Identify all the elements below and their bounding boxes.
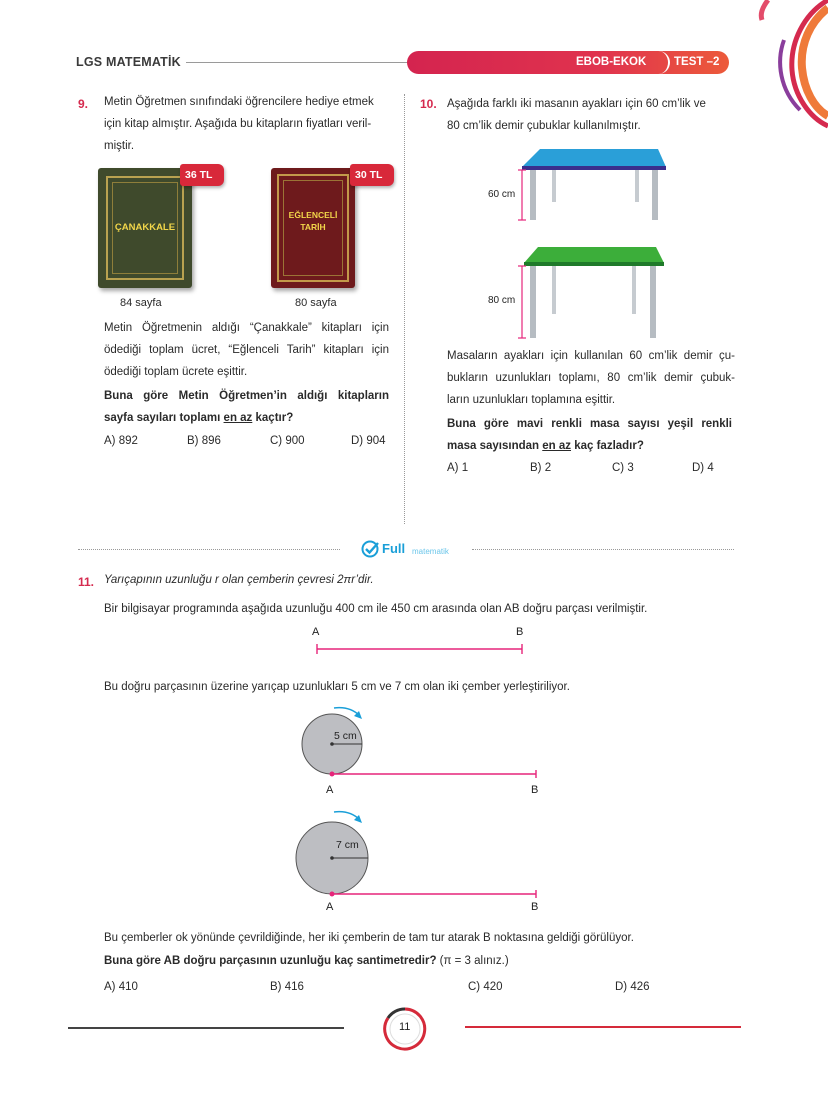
q10-option-a[interactable]: A) 1 xyxy=(447,462,469,474)
q9-option-d[interactable]: D) 904 xyxy=(351,435,386,447)
q11-number: 11. xyxy=(78,575,95,589)
circle2-label-b: B xyxy=(531,901,539,913)
q10-question-pre: masa sayısından xyxy=(447,440,543,452)
footer-line-right xyxy=(465,1026,741,1028)
circle2-label-a: A xyxy=(326,901,334,913)
q10-number: 10. xyxy=(420,97,437,111)
book1-price: 36 TL xyxy=(185,169,213,181)
q11-line3: Bu çemberler ok yönünde çevrildiğinde, her iki çemberin de tam tur atarak B noktasına geldiği görülüyor. xyxy=(104,932,634,944)
q10-question xyxy=(447,413,732,457)
circle1-label-b: B xyxy=(531,784,539,796)
footer-line-left xyxy=(68,1027,344,1029)
book1-title: ÇANAKKALE xyxy=(114,222,176,233)
q9-intro-line: Metin Öğretmen sınıfındaki öğrencilere hediye etmek xyxy=(104,96,374,108)
book2-title-line1: EĞLENCELİ xyxy=(288,210,338,220)
q9-intro xyxy=(104,91,389,157)
q10-option-b[interactable]: B) 2 xyxy=(530,462,552,474)
q11-line2: Bu doğru parçasının üzerine yarıçap uzunlukları 5 cm ve 7 cm olan iki çember yerleştiriliyor. xyxy=(104,681,570,693)
test-label: TEST –2 xyxy=(674,56,720,68)
q9-intro-line: için kitap almıştır. Aşağıda bu kitapların fiyatları veril- xyxy=(104,118,372,130)
q9-body-line: Metin Öğretmenin aldığı “Çanakkale” kitapları için xyxy=(104,322,389,334)
q9-option-b[interactable]: B) 896 xyxy=(187,435,221,447)
book2-pages: 80 sayfa xyxy=(295,297,337,309)
q9-number: 9. xyxy=(78,97,89,111)
q10-body-line: bukların uzunlukları toplamı, 80 cm’lik demir çubuk- xyxy=(447,372,735,384)
q9-question-post: kaçtır? xyxy=(252,412,294,424)
column-divider xyxy=(404,94,405,524)
q11-hint: Yarıçapının uzunluğu r olan çemberin çevresi 2πr’dir. xyxy=(104,574,374,586)
q10-body xyxy=(447,345,735,411)
q10-intro-line: 80 cm’lik demir çubuklar kullanılmıştır. xyxy=(447,120,641,132)
segment-label-a: A xyxy=(312,626,320,638)
section-divider xyxy=(78,549,340,550)
q10-option-d[interactable]: D) 4 xyxy=(692,462,714,474)
radius-label-5: 5 cm xyxy=(334,730,357,742)
q9-option-a[interactable]: A) 892 xyxy=(104,435,138,447)
radius-label-7: 7 cm xyxy=(336,839,359,851)
section-divider xyxy=(472,549,734,550)
q9-question-line: Buna göre Metin Öğretmen’in aldığı kitapların xyxy=(104,390,389,402)
book2-price: 30 TL xyxy=(355,169,383,181)
subject-title: LGS MATEMATİK xyxy=(76,55,181,69)
q11-question-note: (π = 3 alınız.) xyxy=(436,955,509,967)
q11-line1: Bir bilgisayar programında aşağıda uzunluğu 400 cm ile 450 cm arasında olan AB doğru parçası verilmiştir. xyxy=(104,603,648,615)
blue-table-height-label: 60 cm xyxy=(488,189,516,200)
q11-question-text: Buna göre AB doğru parçasının uzunluğu kaç santimetredir? xyxy=(104,955,437,967)
logo-name: Full xyxy=(382,541,406,556)
header-divider xyxy=(186,62,416,63)
book2-title-line2: TARİH xyxy=(300,222,326,232)
q10-question-line xyxy=(447,435,732,457)
circle1-label-a: A xyxy=(326,784,334,796)
q10-intro-line: Aşağıda farklı iki masanın ayakları için 60 cm’lik ve xyxy=(447,98,706,110)
q10-option-c[interactable]: C) 3 xyxy=(612,462,634,474)
book1-pages: 84 sayfa xyxy=(120,297,162,309)
q9-intro-line: miştir. xyxy=(104,140,135,152)
book-eglenceli-tarih xyxy=(271,168,355,288)
q10-question-post: kaç fazladır? xyxy=(571,440,644,452)
q9-body-line: ödediği toplam ücrete eşittir. xyxy=(104,366,248,378)
book-canakkale xyxy=(98,168,192,288)
green-table xyxy=(480,243,680,343)
q9-question-pre: sayfa sayıları toplamı xyxy=(104,412,224,424)
q11-option-a[interactable]: A) 410 xyxy=(104,981,138,993)
q10-question-emphasis: en az xyxy=(542,440,572,452)
q9-body-line: ödediği toplam ücret, “Eğlenceli Tarih” kitapları için xyxy=(104,344,389,356)
q10-question-line: Buna göre mavi renkli masa sayısı yeşil renkli xyxy=(447,418,732,430)
q9-question-emphasis: en az xyxy=(223,412,253,424)
green-table-height-label: 80 cm xyxy=(488,295,516,306)
segment-ab xyxy=(312,642,528,656)
page-number: 11 xyxy=(399,1021,411,1033)
corner-decoration xyxy=(740,0,828,140)
q10-body-line: Masaların ayakları için kullanılan 60 cm’lik demir çu- xyxy=(447,350,735,362)
q10-intro xyxy=(447,93,735,137)
q9-body xyxy=(104,317,389,383)
q9-option-c[interactable]: C) 900 xyxy=(270,435,305,447)
circle-5cm-diagram xyxy=(296,700,546,790)
q11-option-d[interactable]: D) 426 xyxy=(615,981,650,993)
segment-label-b: B xyxy=(516,626,524,638)
q9-question-line xyxy=(104,407,389,429)
q11-option-b[interactable]: B) 416 xyxy=(270,981,304,993)
q10-body-line: ların uzunlukları toplamına eşittir. xyxy=(447,394,616,406)
q11-option-c[interactable]: C) 420 xyxy=(468,981,503,993)
topic-label: EBOB-EKOK xyxy=(576,56,647,68)
check-logo-icon xyxy=(361,540,381,558)
q9-question xyxy=(104,385,389,429)
q11-question xyxy=(104,950,509,972)
circle-7cm-diagram xyxy=(288,806,546,902)
logo-subtitle: matematik xyxy=(412,547,449,556)
